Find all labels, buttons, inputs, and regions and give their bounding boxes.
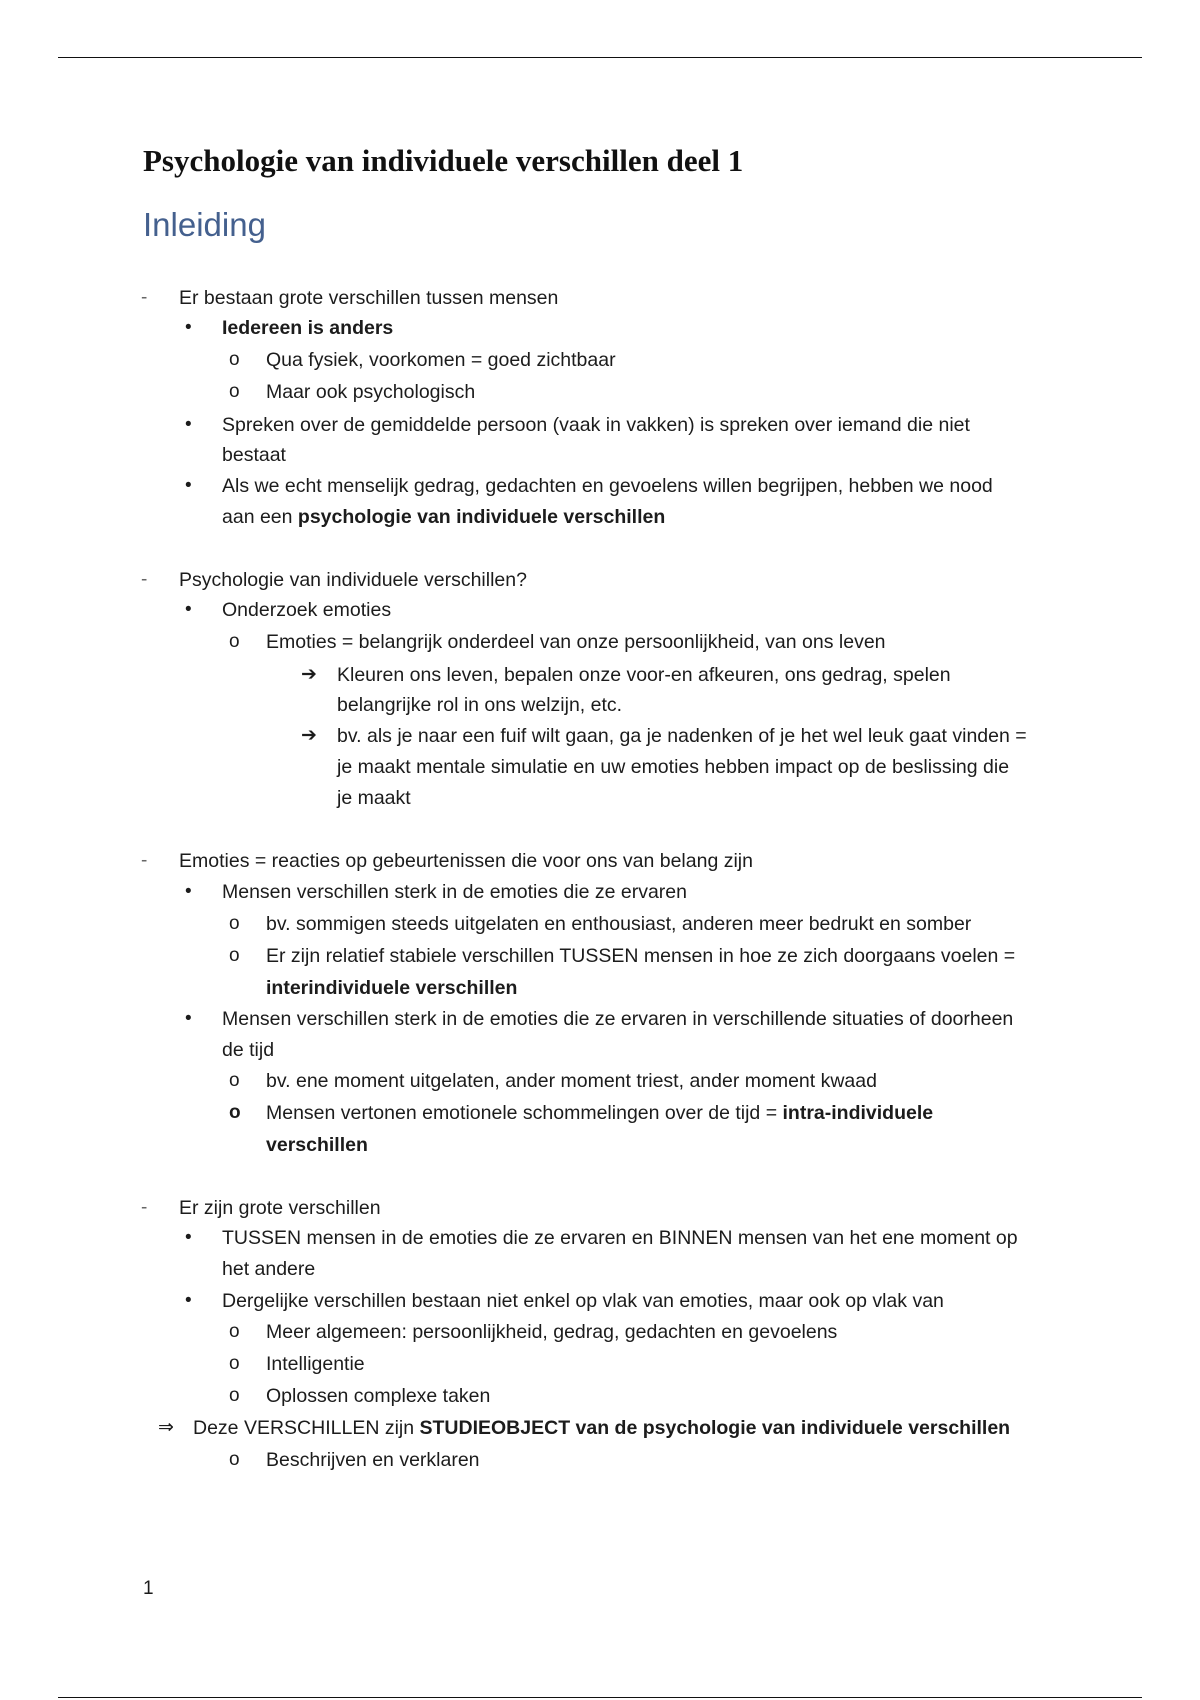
list-item: Emoties = reacties op gebeurtenissen die voor ons van belang zijn (179, 850, 753, 872)
list-item: Mensen verschillen sterk in de emoties die ze ervaren (222, 881, 687, 903)
list-item-continuation: je maakt (337, 787, 411, 809)
list-item: Er zijn grote verschillen (179, 1197, 381, 1219)
circle-marker: o (229, 631, 240, 652)
list-item: Maar ook psychologisch (266, 381, 476, 403)
list-item: TUSSEN mensen in de emoties die ze ervaren en BINNEN mensen van het ene moment op (222, 1227, 1018, 1249)
circle-marker: o (229, 1449, 240, 1470)
circle-marker: o (229, 1070, 240, 1091)
bullet-marker: • (185, 1227, 192, 1248)
circle-marker: o (229, 945, 240, 966)
circle-marker: o (229, 913, 240, 934)
implies-arrow-icon: ⇒ (158, 1417, 174, 1438)
list-item: Dergelijke verschillen bestaan niet enkel op vlak van emoties, maar ook op vlak van (222, 1290, 944, 1312)
bullet-marker: • (185, 317, 192, 338)
dash-marker: - (141, 850, 148, 871)
list-item (193, 1413, 1010, 1443)
list-item: Oplossen complexe taken (266, 1385, 491, 1407)
bold-term: STUDIEOBJECT van de psychologie van individuele verschillen (419, 1417, 1011, 1439)
circle-marker: o (229, 1321, 240, 1342)
list-item: Er bestaan grote verschillen tussen mensen (179, 287, 559, 309)
dash-marker: - (141, 569, 148, 590)
bullet-marker: • (185, 475, 192, 496)
list-item: Mensen verschillen sterk in de emoties die ze ervaren in verschillende situaties of doorheen (222, 1008, 1014, 1030)
list-item: bv. als je naar een fuif wilt gaan, ga je nadenken of je het wel leuk gaat vinden = (337, 725, 1027, 747)
list-item (266, 1098, 933, 1128)
bullet-marker: • (185, 599, 192, 620)
section-heading: Inleiding (143, 206, 266, 243)
page-number: 1 (143, 1578, 154, 1599)
list-item: Iedereen is anders (222, 317, 394, 339)
circle-marker: o (229, 1102, 241, 1123)
list-item-continuation: belangrijke rol in ons welzijn, etc. (337, 694, 623, 716)
list-item: Beschrijven en verklaren (266, 1449, 480, 1471)
page-title: Psychologie van individuele verschillen deel 1 (143, 143, 744, 178)
list-item: Intelligentie (266, 1353, 365, 1375)
list-item: Kleuren ons leven, bepalen onze voor-en afkeuren, ons gedrag, spelen (337, 664, 951, 686)
list-item: Als we echt menselijk gedrag, gedachten en gevoelens willen begrijpen, hebben we nood (222, 475, 993, 497)
list-item: Emoties = belangrijk onderdeel van onze persoonlijkheid, van ons leven (266, 631, 886, 653)
arrow-icon: ➔ (301, 725, 317, 746)
list-item: bv. sommigen steeds uitgelaten en enthousiast, anderen meer bedrukt en somber (266, 913, 972, 935)
dash-marker: - (141, 287, 148, 308)
list-item-continuation: je maakt mentale simulatie en uw emoties hebben impact op de beslissing die (337, 756, 1010, 778)
dash-marker: - (141, 1197, 148, 1218)
text-run: aan een (222, 506, 298, 528)
text-run: Deze VERSCHILLEN zijn (193, 1417, 420, 1439)
list-item: Spreken over de gemiddelde persoon (vaak in vakken) is spreken over iemand die niet (222, 414, 970, 436)
bullet-marker: • (185, 414, 192, 435)
bold-term: psychologie van individuele verschillen (297, 506, 666, 528)
list-item: Psychologie van individuele verschillen? (179, 569, 527, 591)
list-item-continuation: verschillen (266, 1134, 368, 1156)
arrow-icon: ➔ (301, 664, 317, 685)
bullet-marker: • (185, 1290, 192, 1311)
bullet-marker: • (185, 1008, 192, 1029)
circle-marker: o (229, 1385, 240, 1406)
list-item-continuation: het andere (222, 1258, 316, 1280)
circle-marker: o (229, 1353, 240, 1374)
footer-rule (58, 1697, 1142, 1698)
list-item: Qua fysiek, voorkomen = goed zichtbaar (266, 349, 616, 371)
circle-marker: o (229, 349, 240, 370)
list-item: bv. ene moment uitgelaten, ander moment triest, ander moment kwaad (266, 1070, 877, 1092)
list-item: Meer algemeen: persoonlijkheid, gedrag, gedachten en gevoelens (266, 1321, 838, 1343)
list-item: Onderzoek emoties (222, 599, 392, 621)
list-item-continuation: interindividuele verschillen (266, 977, 518, 999)
bold-term: intra-individuele (782, 1102, 934, 1124)
bullet-marker: • (185, 881, 192, 902)
circle-marker: o (229, 381, 240, 402)
list-item-continuation: bestaat (222, 444, 286, 466)
text-run: Mensen vertonen emotionele schommelingen over de tijd = (266, 1102, 783, 1124)
list-item: Er zijn relatief stabiele verschillen TUSSEN mensen in hoe ze zich doorgaans voelen = (266, 945, 1016, 967)
list-item-continuation: de tijd (222, 1039, 275, 1061)
list-item-continuation (222, 502, 665, 532)
